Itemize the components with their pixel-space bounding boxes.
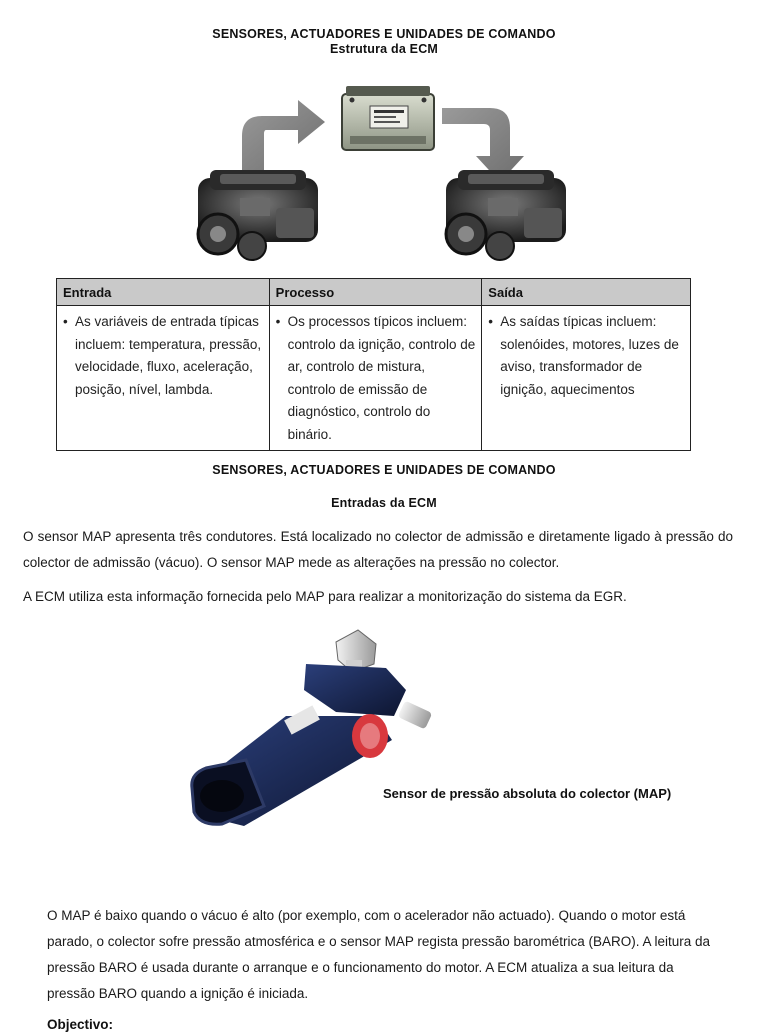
section-subtitle-2: Entradas da ECM [331,496,437,510]
cell-text: Os processos típicos incluem: controlo da ignição, controlo de ar, controlo de mistura, controlo de emissão de diagnóstico, controlo do binário. [287,314,476,442]
table-header-processo: Processo [269,279,482,306]
ecu-unit-image [342,86,434,150]
map-sensor-caption: Sensor de pressão absoluta do colector (MAP) [383,786,672,801]
table-header-entrada: Entrada [57,279,270,306]
table-header-saida: Saída [482,279,691,306]
section-title-2: SENSORES, ACTUADORES E UNIDADES DE COMANDO [212,463,556,477]
input-arrow [242,100,325,170]
ecm-io-table [56,278,691,451]
table-cell-saida: • As saídas típicas incluem: solenóides, motores, luzes de aviso, transformador de ignição, aquecimentos [482,306,691,451]
table-cell-entrada: • As variáveis de entrada típicas incluem: temperatura, pressão, velocidade, fluxo, aceleração, posição, nível, lambda. [57,306,270,451]
map-sensor-image [186,620,436,838]
cell-text: As variáveis de entrada típicas incluem: temperatura, pressão, velocidade, fluxo, aceleração, posição, nível, lambda. [75,314,262,397]
table-cell-processo: • Os processos típicos incluem: controlo da ignição, controlo de ar, controlo de mistura, controlo de emissão de diagnóstico, controlo do binário. [269,306,482,451]
engine-image-left [198,170,318,260]
cell-text: As saídas típicas incluem: solenóides, motores, luzes de aviso, transformador de ignição, aquecimentos [500,314,679,397]
engine-image-right [446,170,566,260]
section-title: SENSORES, ACTUADORES E UNIDADES DE COMANDO [212,27,556,41]
paragraph-map-intro: O sensor MAP apresenta três condutores. Está localizado no colector de admissão e diretamente ligado à pressão do colector de admissão (vácuo). O sensor MAP mede as alterações na pressão no colector. [23,529,733,570]
paragraph-map-baro: O MAP é baixo quando o vácuo é alto (por exemplo, com o acelerador não actuado). Quando o motor está parado, o colector sofre pressão atmosférica e o sensor MAP regista pressão barométrica (BARO). A leitura da pressão BARO é usada durante o arranque e o funcionamento do motor. A ECM atualiza a sua leitura da pressão BARO quando a ignição é iniciada. [47,908,711,1001]
ecm-structure-diagram [180,78,590,274]
section-subtitle: Estrutura da ECM [329,42,439,56]
objective-heading: Objectivo: [47,1017,114,1032]
paragraph-map-egr: A ECM utiliza esta informação fornecida pelo MAP para realizar a monitorização do sistema da EGR. [23,589,627,604]
